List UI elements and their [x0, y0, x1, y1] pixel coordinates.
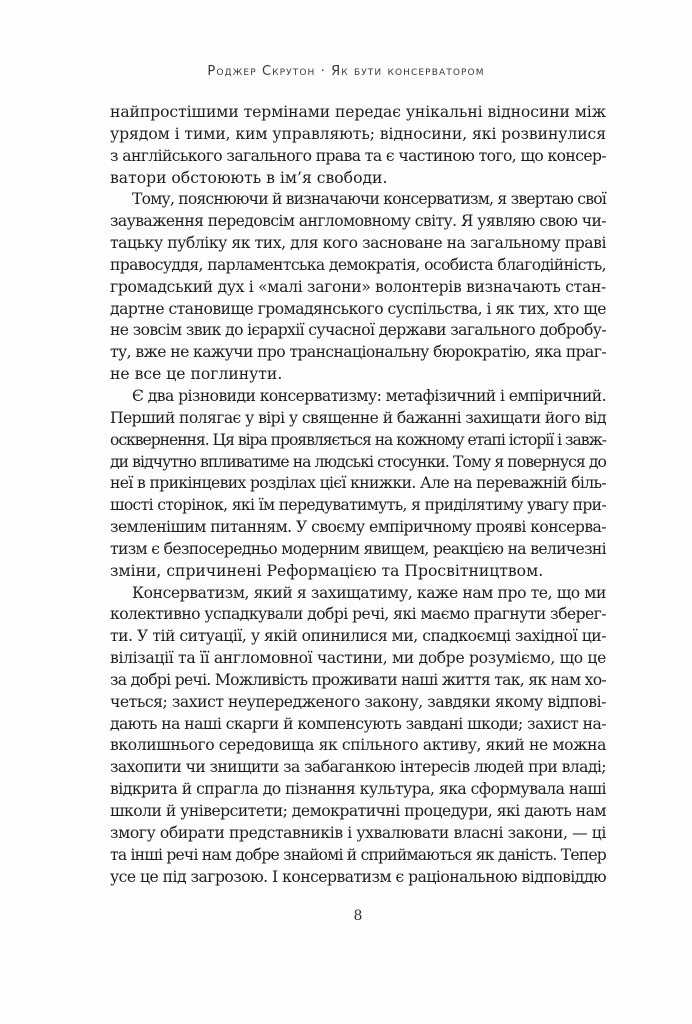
text-line: тацьку публіку як тих, для кого засноване на загальному праві	[110, 234, 606, 253]
paragraph-first-line: Тому, пояснюючи й визначаючи консерватизм, я звертаю свої	[132, 190, 606, 209]
text-line: усе це під загрозою. І консерватизм є раціональною відповіддю	[110, 867, 606, 886]
text-line: не зовсім звик до ієрархії сучасної держави загального добробу-	[110, 321, 606, 340]
text-line: дартне становище громадянського суспільства, і як тих, хто ще	[110, 299, 606, 318]
text-line: зауваження передовсім англомовному світу. Я уявляю свою чи-	[110, 212, 606, 231]
text-line: найпростішими термінами передає унікальні відносини між	[110, 103, 606, 121]
page-number: 8	[353, 908, 363, 924]
paragraph-first-line: Є два різновиди консерватизму: метафізичний і емпіричний.	[132, 386, 606, 405]
text-line: захопити чи знищити за забаганкою інтересів людей при владі;	[110, 758, 606, 777]
text-line: ватори обстоюють в ім’я свободи.	[110, 168, 388, 187]
text-line: неї в прикінцевих розділах цієї книжки. Але на переважній біль-	[110, 474, 606, 493]
text-line: та інші речі нам добре знайомі й сприймаються як даність. Тепер	[110, 845, 606, 864]
text-line: осквернення. Ця віра проявляється на кожному етапі історії і завж-	[110, 430, 606, 449]
text-line: відкрита й спрагла до пізнання культура, яка сформувала наші	[110, 780, 606, 799]
paragraph-first-line: Консерватизм, який я захищатиму, каже нам про те, що ми	[132, 583, 606, 602]
text-line: четься; захист неупередженого закону, завдяки якому відпові-	[110, 692, 606, 711]
text-line: ди відчутно впливатиме на людські стосунки. Тому я повернуся до	[110, 452, 607, 471]
text-line: вілізації та її англомовної частини, ми добре розуміємо, що це	[110, 649, 606, 668]
text-line: земленішим питанням. У своєму емпіричному прояві консерва-	[110, 518, 606, 537]
running-head: Роджер Скрутон · Як бути консерватором	[207, 64, 485, 79]
text-line: правосуддя, парламентська демократія, особиста благодійність,	[110, 255, 606, 274]
text-line: тизм є безпосередньо модерним явищем, реакцією на величезні	[110, 539, 606, 558]
text-line: з англійського загального права та є частиною того, що консер-	[110, 146, 606, 165]
text-line: ту, вже не кажучи про транснаціональну бюрократію, яка праг-	[110, 343, 606, 362]
text-line: за добрі речі. Можливість проживати наші життя так, як нам хо-	[110, 670, 606, 689]
body-text	[110, 102, 606, 888]
text-line: колективно успадкували добрі речі, які маємо прагнути зберег-	[110, 605, 606, 624]
text-line: ти. У тій ситуації, у якій опинилися ми, спадкоємці західної ци-	[110, 627, 606, 646]
text-line: громадський дух і «малі загони» волонтерів визначають стан-	[110, 277, 606, 296]
text-line: не все це поглинути.	[110, 365, 283, 384]
text-line: шості сторінок, які їм передуватимуть, я приділятиму увагу при-	[110, 496, 606, 515]
text-line: Перший полягає у вірі у священне й бажанні захищати його від	[110, 408, 606, 427]
text-line: змогу обирати представників і ухвалювати власні закони, — ці	[110, 823, 606, 842]
text-line: школи й університети; демократичні процедури, які дають нам	[110, 802, 606, 820]
text-line: зміни, спричинені Реформацією та Просвітництвом.	[110, 561, 544, 580]
text-line: дають на наші скарги й компенсують завдані шкоди; захист на-	[110, 714, 606, 733]
text-line: вколишнього середовища як спільного активу, який не можна	[110, 736, 606, 755]
text-line: урядом і тими, ким управляють; відносини, які розвинулися	[110, 124, 606, 143]
